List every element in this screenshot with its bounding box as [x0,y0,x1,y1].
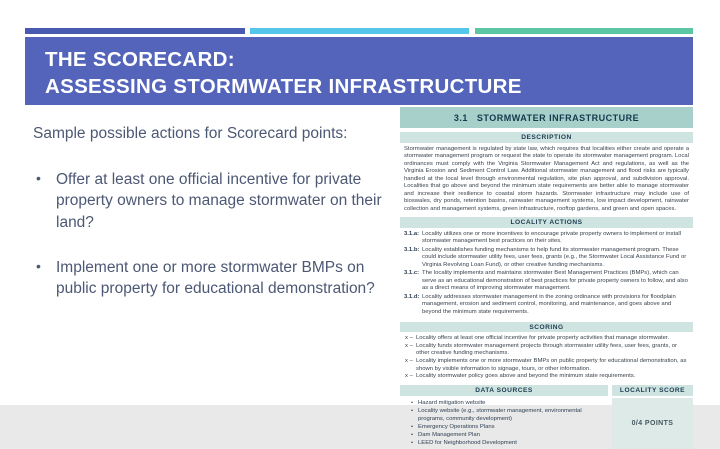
description-band: DESCRIPTION [400,132,693,143]
scoring-mark: x – [405,335,413,342]
action-id: 3.1.a: [404,230,420,237]
data-source-item: • LEED for Neighborhood Development [410,440,604,448]
bullet-list [33,169,389,300]
scoring-list [400,333,693,384]
data-source-item: • Locality website (e.g., stormwater management, environmental programs, community development) [410,408,604,424]
list-item: • Offer at least one official incentive for private property owners to manage stormwater on their land? [33,169,389,233]
data-source-item: • Dam Management Plan [410,432,604,440]
slide-body-text [33,124,389,300]
scoring-band: SCORING [400,322,693,333]
scoring-mark: x – [405,358,413,365]
accent-bar-blue [25,28,245,34]
scoring-row [404,358,689,373]
action-text: The locality implements and maintains stormwater Best Management Practices (BMPs), which can serve as an educational demonstration of best practices for private property owners to follow, and also as a direct means of improving stormwater management. [422,270,688,292]
action-text: Locality addresses stormwater management in the zoning ordinance with provisions for floodplain management, erosion and sediment control, monitoring, and maintenance, and goes above and beyond the minimum state requirements. [422,294,676,315]
scoring-mark: x – [405,342,413,349]
slide-title-line1: THE SCORECARD: [45,48,235,71]
scoring-row [404,335,689,343]
locality-actions-band: LOCALITY ACTIONS [400,217,693,228]
locality-score-band: LOCALITY SCORE [612,385,693,396]
data-source-item: • Emergency Operations Plans [410,424,604,432]
action-text: Locality establishes funding mechanisms to help fund its stormwater management program. These could include stormwater utility fees, user fees, grants (e.g., the Stormwater Local Assistance Fund or Virginia Revolving Loan Fund), or other creative funding mechanisms. [422,246,687,268]
locality-score-column [612,384,693,449]
list-item: • Implement one or more stormwater BMPs on public property for educational demonstration? [33,257,389,300]
scoring-text: Locality stormwater policy goes above and beyond the minimum state requirements. [416,373,636,380]
intro-text: Sample possible actions for Scorecard points: [33,125,348,142]
locality-actions-list [400,229,693,321]
scoring-row [404,373,689,381]
title-banner [25,37,693,105]
scoring-text: Locality funds stormwater management projects through stormwater utility fees, user fees, grants, or other creative funding mechanisms. [416,342,677,357]
locality-score-value: 0/4 POINTS [612,398,693,449]
scoring-mark: x – [405,373,413,380]
action-id: 3.1.d: [404,294,420,300]
description-text: Stormwater management is regulated by state law, which requires that localities either create and operate a stormwater management program or request the state to operate its stormwater management program. Local ordinances must comply with the Virginia Stormwater Management Act and regulations, as well as the Virginia Erosion and Sediment Control Law. Additional stormwater management and flood risks are typically handled at the local level through environmental regulation, site plan approval, and subdivision approval. Localities that go above and beyond the minimum state requirements are better able to manage stormwater and increase their resilience to coastal storm hazards. Stormwater infrastructure may include use of bioswales, dry ponds, retention basins, rainwater management systems, low impact development, rainwater collection and management systems, green infrastructure, rooftop gardens, and green and open spaces. [404,145,689,212]
scoring-text: Locality implements one or more stormwater BMPs on public property for educational demonstration, as shown by visible information to signage, tours, or other information. [416,358,687,372]
locality-action-row [404,247,689,269]
accent-bar-green [475,28,693,34]
scorecard-document [400,107,693,446]
data-source-item: • Hazard mitigation website [410,400,604,408]
data-sources-column [400,384,608,449]
scoring-text: Locality offers at least one official incentive for private property activities that manage stormwater. [416,335,670,342]
locality-action-row [404,270,689,292]
scorecard-bottom-row [400,384,693,449]
accent-bar-cyan [250,28,469,34]
scorecard-section-number: 3.1 [453,112,468,123]
scoring-row [404,343,689,358]
locality-action-row [404,231,689,246]
action-id: 3.1.c: [404,270,420,277]
scorecard-section-title: STORMWATER INFRASTRUCTURE [476,112,640,123]
slide-title-line2: ASSESSING STORMWATER INFRASTRUCTURE [45,75,522,99]
action-text: Locality utilizes one or more incentives to encourage private property owners to implement or install stormwater management best practices on their sites. [422,230,681,244]
data-sources-list [400,397,608,449]
action-id: 3.1.b: [404,246,420,253]
scorecard-section-header [400,107,693,128]
locality-action-row [404,294,689,316]
data-sources-band: DATA SOURCES [400,385,608,396]
